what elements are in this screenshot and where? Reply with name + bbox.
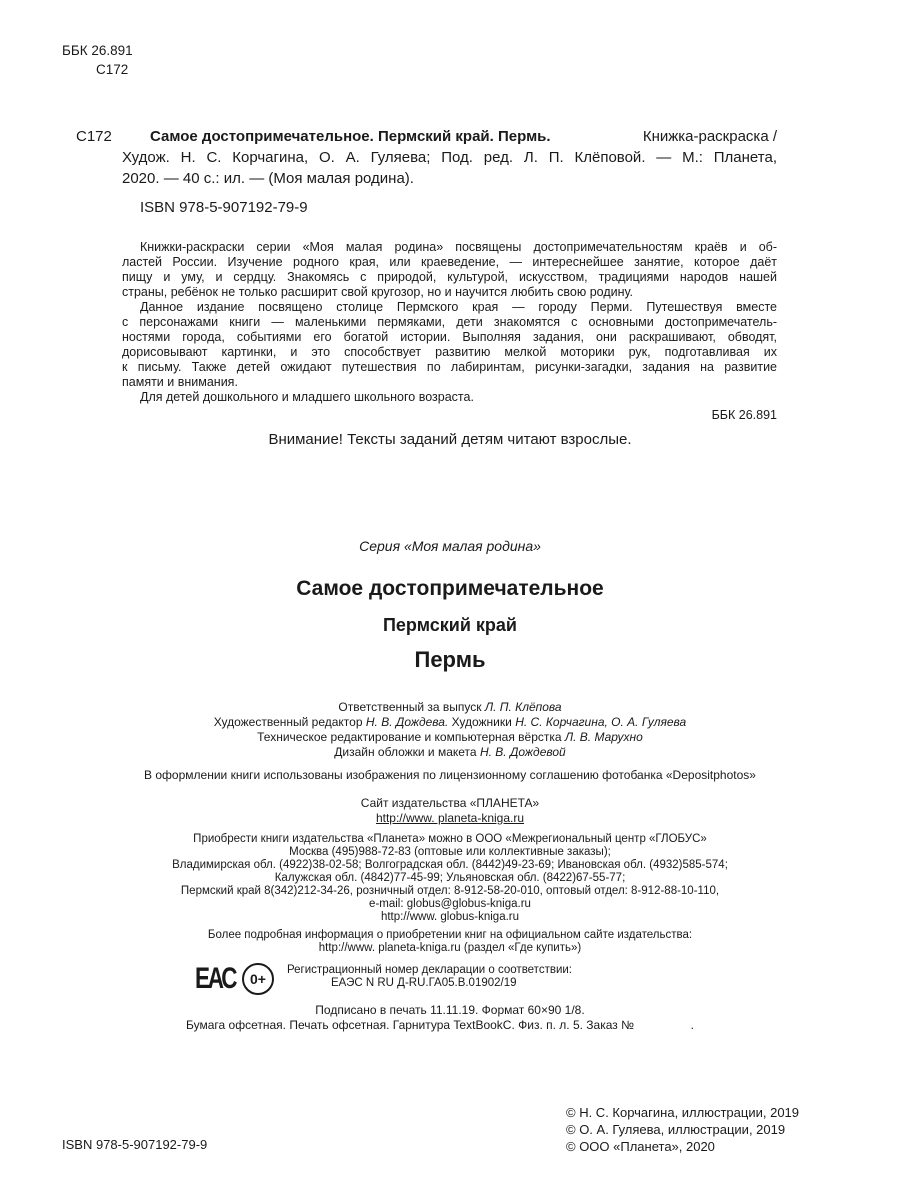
author-mark: С172 (96, 62, 129, 77)
more-info-line: http://www. planeta-kniga.ru (раздел «Где купить») (318, 942, 582, 954)
book-city: Пермь (414, 647, 486, 672)
certification-text (287, 964, 627, 990)
credit-name: Н. С. Корчагина, О. А. Гуляева (515, 715, 687, 729)
copyrights (566, 1104, 799, 1155)
credit-label: Техническое редактирование и компьютерная вёрстка (257, 730, 562, 744)
bbk-code: ББК 26.891 (62, 43, 133, 58)
distribution-email: e-mail: globus@globus-kniga.ru (369, 898, 531, 910)
more-info (0, 929, 900, 955)
distribution-line: Калужская обл. (4842)77-45-99; Ульяновская обл. (8422)67-55-77; (274, 872, 626, 884)
record-line-3: 2020. — 40 с.: ил. — (Моя малая родина). (122, 170, 414, 187)
annotation-line: ластей России. Изучение родного края, или краеведение, — интереснейшее занятие, которое даёт (122, 255, 777, 269)
annotation-line: страны, ребёнок не только расширит свой кругозор, но и научится любить свою родину. (122, 285, 634, 299)
more-info-line: Более подробная информация о приобретении книг на официальном сайте издательства: (207, 929, 693, 941)
annotation-line: с персонажами книги — маленькими пермяками, дети знакомятся с основными достопримечатель- (122, 315, 777, 329)
copyright-line: © Н. С. Корчагина, иллюстрации, 2019 (566, 1105, 800, 1120)
print-info-line: Подписано в печать 11.11.19. Формат 60×90 1/8. (315, 1003, 585, 1017)
distribution (0, 833, 900, 924)
record-type: Книжка-раскраска / (642, 128, 777, 145)
annotation-bbk: ББК 26.891 (711, 408, 777, 422)
declaration-number: ЕАЭС N RU Д-RU.ГА05.В.01902/19 (331, 977, 517, 989)
distribution-line: Владимирская обл. (4922)38-02-58; Волгоградская обл. (8442)49-23-69; Ивановская обл. (4932)585-574; (172, 859, 728, 871)
series: Серия «Моя малая родина» (359, 538, 541, 554)
credit-name: Н. В. Дождева. (365, 715, 449, 729)
copyright-line: © О. А. Гуляева, иллюстрации, 2019 (566, 1122, 786, 1137)
distribution-url: http://www. globus-kniga.ru (380, 911, 520, 923)
eac-mark: ЕАС (195, 962, 236, 995)
copyright-line: © ООО «Планета», 2020 (566, 1139, 715, 1154)
annotation-line: дорисовывают картинки, и это способствует развитию мелкой моторики рук, подготавливая их (122, 345, 777, 359)
record-mark: С172 (76, 128, 112, 145)
publisher-site-label: Сайт издательства «ПЛАНЕТА» (360, 796, 540, 810)
credit-name: Л. В. Марухно (564, 730, 643, 744)
annotation-line: ностями города, событиями его богатой истории. Выполняя задания, они раскрашивают, обводят, (122, 330, 777, 344)
audience: Для детей дошкольного и младшего школьного возраста. (140, 390, 474, 404)
distribution-line: Москва (495)988-72-83 (оптовые или коллективные заказы); (289, 846, 611, 858)
annotation-line: памяти и внимания. (122, 375, 238, 389)
annotation (122, 240, 777, 423)
record-line-2: Худож. Н. С. Корчагина, О. А. Гуляева; Под. ред. Л. П. Клёповой. — М.: Планета, (122, 149, 777, 166)
footer-isbn: ISBN 978-5-907192-79-9 (62, 1137, 208, 1152)
book-subtitle: Пермский край (382, 615, 517, 635)
print-info (0, 1003, 900, 1033)
annotation-line: пищу и уму, и сердцу. Знакомясь с природой, культурой, искусством, традициями народов нашей (122, 270, 777, 284)
annotation-line: Книжки-раскраски серии «Моя малая родина» посвящены достопримечательностям краёв и об- (140, 240, 777, 254)
warning: Внимание! Тексты заданий детям читают взрослые. (268, 431, 632, 448)
credit-label: Художественный редактор (213, 715, 363, 729)
book-title: Самое достопримечательное (296, 577, 604, 600)
annotation-line: Данное издание посвящено столице Пермского края — городу Перми. Путешествуя вместе (140, 300, 777, 314)
credit-label: Дизайн обложки и макета (334, 745, 477, 759)
credit-name: Н. В. Дождевой (479, 745, 566, 759)
credit-label: Художники (451, 715, 512, 729)
annotation-line: к письму. Также детей ожидают путешествия по лабиринтам, рисунки-загадки, задания на развитие (122, 360, 777, 374)
credit-name: Л. П. Клёпова (484, 700, 562, 714)
record-title: Самое достопримечательное. Пермский край. Пермь. (150, 128, 551, 145)
distribution-line: Пермский край 8(342)212-34-26, розничный отдел: 8-912-58-20-010, оптовый отдел: 8-912-88-10-110, (180, 885, 720, 897)
distribution-line: Приобрести книги издательства «Планета» можно в ООО «Межрегиональный центр «ГЛОБУС» (193, 833, 707, 845)
certification-line: Регистрационный номер декларации о соответствии: (287, 964, 572, 976)
credit-label: Ответственный за выпуск (338, 700, 482, 714)
credits (0, 700, 900, 760)
isbn: ISBN 978-5-907192-79-9 (140, 199, 308, 216)
image-license: В оформлении книги использованы изображения по лицензионному соглашению фотобанка «Depositphotos» (144, 768, 756, 782)
publisher-site-link[interactable]: http://www. planeta-kniga.ru (375, 811, 525, 825)
age-rating-badge: 0+ (242, 963, 274, 995)
print-info-line: Бумага офсетная. Печать офсетная. Гарнитура TextBookC. Физ. п. л. 5. Заказ № . (186, 1018, 694, 1032)
publisher-site (0, 796, 900, 826)
certification-marks (191, 961, 281, 997)
